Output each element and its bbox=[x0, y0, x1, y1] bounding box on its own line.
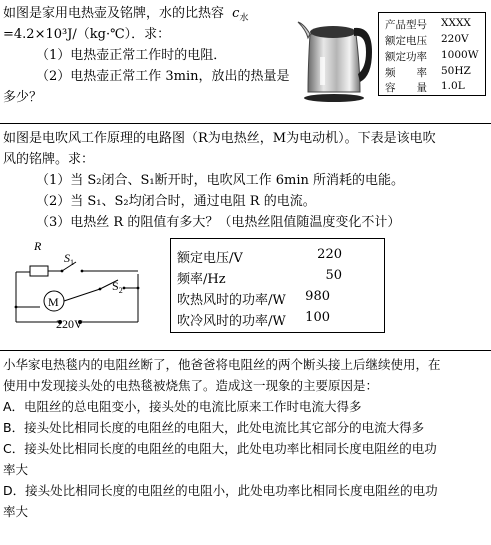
q3-option-a: A．电阻丝的总电阻变小，接头处的电流比原来工作时电流大得多 bbox=[3, 399, 362, 414]
label-r: R bbox=[34, 239, 42, 253]
hair-dryer-spec-table: 额定电压/V 220 频率/Hz 50 吹热风时的功率/W 980 吹冷风时的功率/W 100 bbox=[170, 238, 385, 333]
label-voltage: 220V bbox=[56, 317, 83, 331]
divider bbox=[0, 123, 491, 124]
kettle-nameplate: 产品型号 XXXX 额定电压 220V 额定功率 1000W 频 率 50HZ 容 量 1.0L bbox=[378, 12, 486, 96]
q3-option-c: C．接头处比相同长度的电阻丝的电阻大，此处电功率比相同长度电阻丝的电功 bbox=[3, 441, 437, 456]
q3-option-d: D．接头处比相同长度的电阻丝的电阻小，此处电功率比相同长度电阻丝的电功 bbox=[3, 483, 438, 498]
electric-kettle-image bbox=[296, 12, 376, 104]
c-symbol: c bbox=[232, 6, 240, 21]
q3-option-d-cont: 率大 bbox=[3, 504, 29, 519]
q2-sub-question-1: （1）当 S₂闭合、S₁断开时，电吹风工作 6min 所消耗的电能。 bbox=[36, 173, 405, 188]
q1-sub-question-2: （2）电热壶正常工作 3min，放出的热量是 bbox=[36, 69, 290, 84]
q1-stem-line2: =4.2×10³J/（kg·℃）．求： bbox=[3, 27, 171, 42]
q2-intro-line1: 如图是电吹风工作原理的电路图（R为电热丝，M为电动机）。下表是该电吹 bbox=[3, 131, 436, 146]
label-m: M bbox=[48, 295, 59, 309]
q2-intro-line2: 风的铭牌。求： bbox=[3, 152, 95, 167]
label-s2: $S_2$ bbox=[112, 279, 123, 295]
label-s1: $S_1$ bbox=[64, 251, 74, 267]
q3-option-c-cont: 率大 bbox=[3, 462, 29, 477]
q1-stem-line1: 如图是家用电热壶及铭牌，水的比热容 $c_水$ bbox=[3, 6, 249, 24]
hair-dryer-circuit-diagram bbox=[0, 232, 165, 332]
q1-stem-last: 多少？ bbox=[3, 90, 43, 105]
q1-sub-question-1: （1）电热壶正常工作时的电阻． bbox=[36, 48, 227, 63]
c-subscript: 水 bbox=[239, 13, 249, 24]
q3-option-b: B．接头处比相同长度的电阻丝的电阻大，此处电流比其它部分的电流大得多 bbox=[3, 420, 425, 435]
q3-stem-line1: 小华家电热毯内的电阻丝断了，他爸爸将电阻丝的两个断头接上后继续使用，在 bbox=[3, 357, 441, 372]
q3-stem-line2: 使用中发现接头处的电热毯被烧焦了。造成这一现象的主要原因是： bbox=[3, 378, 379, 393]
resistor-r bbox=[30, 266, 48, 276]
divider bbox=[0, 350, 491, 351]
q2-sub-question-2: （2）当 S₁、S₂均闭合时，通过电阻 R 的电流。 bbox=[36, 194, 316, 209]
q2-sub-question-3: （3）电热丝 R 的阻值有多大？（电热丝阻值随温度变化不计） bbox=[36, 215, 401, 230]
